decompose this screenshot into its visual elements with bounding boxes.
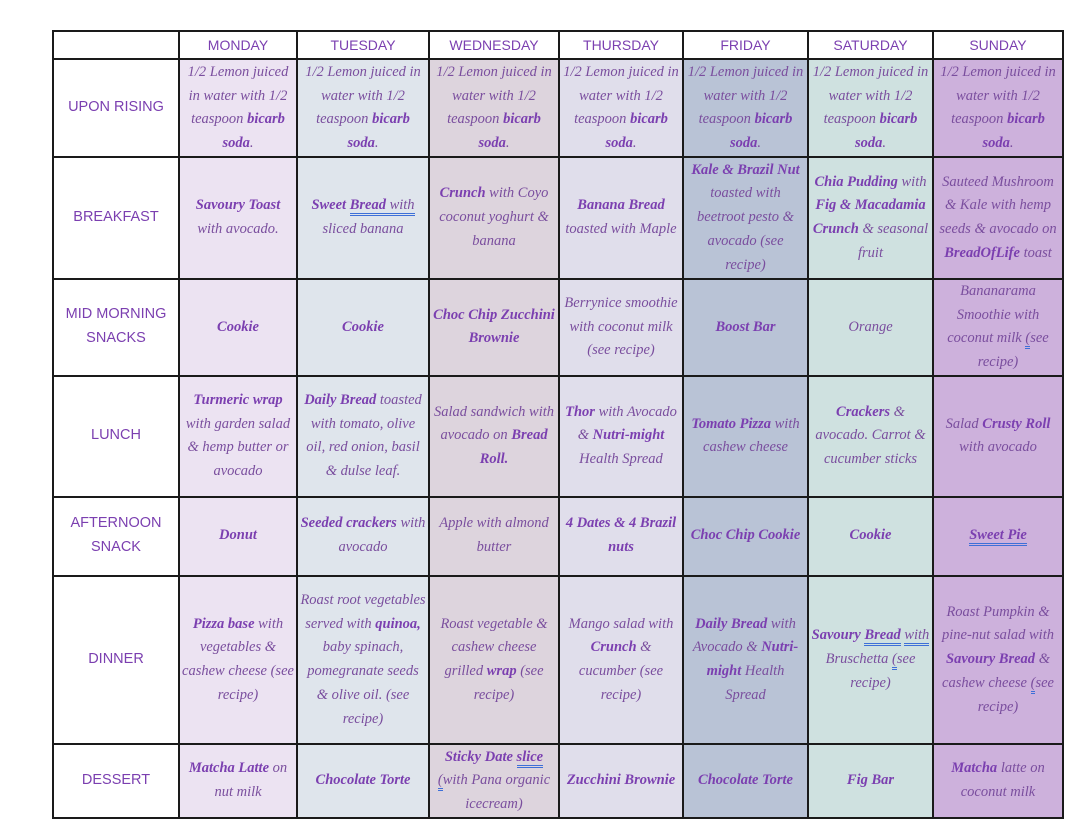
menu-cell — [179, 59, 297, 157]
menu-cell — [297, 279, 429, 376]
menu-text: Apple with almond butter — [439, 515, 549, 556]
day-header-friday: FRIDAY — [683, 31, 808, 59]
menu-cell — [683, 279, 808, 376]
meal-label-upon-rising: UPON RISING — [53, 59, 179, 157]
menu-text: 1/2 Lemon juiced in water with 1/2 teaspoon — [687, 63, 804, 128]
menu-text: Matcha Latte — [188, 760, 270, 777]
day-header-saturday: SATURDAY — [808, 31, 933, 59]
menu-text: Fig & Macadamia Crunch — [812, 197, 926, 238]
menu-text: Nutri-might — [592, 427, 665, 444]
menu-cell — [683, 497, 808, 576]
menu-text: toasted with tomato, olive oil, red onion, basil & dulse leaf. — [306, 391, 422, 480]
menu-cell — [297, 59, 429, 157]
menu-text: Tomato Pizza — [691, 415, 772, 432]
menu-text: with — [386, 197, 415, 216]
menu-text: Daily Bread — [304, 391, 377, 408]
menu-text: Bread Roll. — [479, 427, 548, 468]
menu-cell — [808, 157, 933, 278]
menu-cell — [179, 279, 297, 376]
meal-row — [53, 576, 1063, 745]
menu-text: bicarb soda — [729, 111, 793, 152]
meal-row — [53, 376, 1063, 496]
menu-text: with Pana organic icecream) — [442, 772, 551, 813]
menu-text: Roast root vegetables served with — [300, 591, 426, 632]
menu-text: with vegetables & cashew cheese (see recipe) — [182, 615, 294, 703]
meal-label-lunch: LUNCH — [53, 376, 179, 496]
menu-cell — [683, 576, 808, 745]
menu-text: bicarb soda — [982, 111, 1045, 152]
menu-text: Banana Bread — [577, 197, 665, 214]
menu-cell — [933, 576, 1063, 745]
menu-cell — [429, 744, 559, 818]
menu-cell — [559, 279, 683, 376]
menu-text: Choc Chip Cookie — [690, 527, 801, 544]
meal-label-mid-morning-snacks: MID MORNING SNACKS — [53, 279, 179, 376]
menu-text: Chia Pudding — [814, 173, 898, 190]
menu-text: Choc Chip Zucchini Brownie — [433, 306, 555, 347]
menu-text: Cookie — [342, 318, 384, 335]
menu-text: Chocolate Torte — [315, 772, 411, 789]
menu-text: Thor — [565, 403, 595, 420]
day-header-tuesday: TUESDAY — [297, 31, 429, 59]
menu-text: 1/2 Lemon juiced in water with 1/2 teaspoon — [187, 63, 289, 128]
menu-text: ( — [1031, 675, 1036, 694]
menu-text: Pizza base — [192, 615, 255, 632]
menu-text: Cookie — [849, 527, 892, 544]
meal-row — [53, 157, 1063, 278]
menu-text: Crackers — [836, 403, 891, 420]
menu-text: bicarb soda — [347, 111, 410, 152]
menu-text: Savoury — [811, 627, 865, 644]
menu-text: toasted with Maple — [565, 221, 677, 238]
menu-text: Fig Bar — [846, 772, 895, 789]
menu-text: wrap — [486, 663, 517, 680]
menu-cell — [683, 157, 808, 278]
menu-text: 1/2 Lemon juiced in water with 1/2 teaspoon — [812, 63, 929, 128]
menu-text: bicarb soda — [222, 111, 285, 152]
menu-text: with avocado. — [197, 221, 279, 238]
menu-text: Kale & Brazil Nut — [691, 161, 800, 178]
menu-text: Daily Bread — [695, 615, 768, 632]
menu-text: slice — [517, 749, 544, 768]
meal-label-afternoon-snack: AFTERNOON SNACK — [53, 497, 179, 576]
menu-text: Seeded crackers — [300, 515, 397, 532]
menu-text: Nutri-might — [706, 639, 799, 680]
menu-text: Donut — [219, 527, 257, 544]
menu-text: see recipe) — [850, 651, 916, 691]
menu-text: Salad sandwich with avocado on — [433, 403, 555, 444]
menu-cell — [933, 376, 1063, 496]
menu-text: 1/2 Lemon juiced in water with 1/2 teaspoon — [563, 63, 679, 128]
menu-cell — [559, 497, 683, 576]
menu-cell — [429, 576, 559, 745]
menu-cell — [933, 59, 1063, 157]
menu-cell — [429, 279, 559, 376]
menu-text: Roast vegetable & cashew cheese grilled — [440, 615, 548, 680]
day-header-wednesday: WEDNESDAY — [429, 31, 559, 59]
menu-text: Crunch — [590, 639, 637, 656]
menu-cell — [297, 376, 429, 496]
menu-text: with — [897, 173, 927, 190]
menu-cell — [808, 59, 933, 157]
menu-cell — [559, 576, 683, 745]
menu-cell — [179, 497, 297, 576]
menu-text: with cashew cheese — [703, 415, 800, 456]
menu-cell — [179, 744, 297, 818]
menu-text: Sticky Date — [444, 748, 517, 765]
menu-text: ( — [892, 651, 897, 670]
menu-text: Sweet — [311, 197, 350, 214]
menu-cell — [933, 279, 1063, 376]
menu-cell — [297, 497, 429, 576]
meal-label-dinner: DINNER — [53, 576, 179, 745]
menu-text: Sweet Pie — [969, 527, 1027, 546]
meal-label-breakfast: BREAKFAST — [53, 157, 179, 278]
menu-cell — [808, 497, 933, 576]
menu-text: . — [374, 135, 379, 152]
menu-cell — [429, 376, 559, 496]
menu-text: toast — [1019, 244, 1052, 261]
menu-cell — [297, 744, 429, 818]
menu-text: baby spinach, pomegranate seeds & olive oil. (see recipe) — [307, 639, 419, 727]
menu-text: with — [904, 627, 929, 646]
menu-text: with Avocado & — [692, 615, 796, 656]
menu-text: with Coyo coconut yoghurt & banana — [439, 185, 549, 249]
menu-text: bicarb soda — [605, 111, 668, 152]
day-header-thursday: THURSDAY — [559, 31, 683, 59]
menu-text: quinoa, — [375, 615, 421, 632]
menu-text: Bread — [350, 197, 386, 216]
menu-cell — [429, 497, 559, 576]
menu-text: Sauteed Mushroom & Kale with hemp seeds & avocado on — [939, 173, 1057, 238]
menu-text: on nut milk — [214, 760, 288, 801]
menu-text: Mango salad with — [568, 615, 674, 632]
menu-cell — [683, 744, 808, 818]
menu-cell — [297, 576, 429, 745]
menu-text: with avocado — [338, 515, 426, 556]
menu-text: Bread — [864, 627, 900, 646]
menu-text: Savoury Toast — [195, 197, 281, 214]
menu-text: & avocado. Carrot & cucumber sticks — [815, 403, 926, 468]
menu-text: 4 Dates & 4 Brazil nuts — [565, 515, 677, 556]
menu-cell — [808, 576, 933, 745]
menu-text: toasted with beetroot pesto & avocado — [697, 185, 794, 249]
corner-cell — [53, 31, 179, 59]
menu-cell — [933, 157, 1063, 278]
menu-text: Crunch — [439, 185, 486, 202]
menu-cell — [297, 157, 429, 278]
menu-text: Crusty Roll — [982, 415, 1051, 432]
menu-text: ( — [438, 772, 443, 791]
day-header-monday: MONDAY — [179, 31, 297, 59]
menu-text: & cucumber (see recipe) — [578, 639, 664, 703]
menu-text: & cashew cheese — [942, 651, 1050, 691]
menu-cell — [559, 744, 683, 818]
menu-cell — [429, 59, 559, 157]
menu-text: ( — [1025, 330, 1030, 349]
meal-row — [53, 279, 1063, 376]
menu-text: sliced banana — [322, 221, 404, 238]
menu-text: & seasonal fruit — [858, 221, 929, 261]
menu-text: (see recipe) — [725, 232, 784, 273]
menu-text: . — [1009, 135, 1014, 152]
menu-cell — [683, 59, 808, 157]
menu-text: with Avocado & — [577, 403, 677, 444]
menu-text: Bruschetta — [825, 651, 893, 668]
meal-plan-table — [52, 30, 1064, 819]
menu-text: Matcha — [951, 760, 998, 777]
menu-text: Cookie — [217, 318, 259, 335]
menu-text: Boost Bar — [715, 318, 776, 335]
menu-text: see recipe) — [977, 330, 1049, 371]
meal-label-dessert: DESSERT — [53, 744, 179, 818]
menu-text: Health Spread — [579, 451, 663, 468]
menu-text: . — [505, 135, 510, 152]
menu-text: latte on coconut milk — [960, 760, 1045, 801]
meal-row — [53, 497, 1063, 576]
menu-text: Savoury Bread — [946, 651, 1036, 668]
menu-text: see recipe) — [977, 674, 1054, 715]
menu-cell — [933, 744, 1063, 818]
header-row — [53, 31, 1063, 59]
menu-text: Salad — [945, 415, 983, 432]
menu-cell — [808, 376, 933, 496]
menu-text: . — [757, 135, 762, 152]
menu-text: Health Spread — [725, 663, 785, 703]
menu-cell — [808, 279, 933, 376]
menu-text: with garden salad & hemp butter or avocado — [185, 415, 291, 480]
menu-text: (see recipe) — [473, 663, 544, 703]
menu-text: 1/2 Lemon juiced in water with 1/2 teaspoon — [940, 63, 1056, 128]
meal-row — [53, 59, 1063, 157]
menu-cell — [808, 744, 933, 818]
menu-text: . — [632, 135, 637, 152]
menu-cell — [559, 376, 683, 496]
menu-text: Chocolate Torte — [698, 772, 793, 789]
day-header-sunday: SUNDAY — [933, 31, 1063, 59]
menu-cell — [559, 157, 683, 278]
menu-text: BreadOfLife — [944, 244, 1020, 261]
menu-text: bicarb soda — [478, 111, 541, 152]
menu-text: Orange — [848, 318, 893, 335]
menu-text: Turmeric wrap — [193, 391, 283, 408]
menu-cell — [559, 59, 683, 157]
menu-cell — [429, 157, 559, 278]
menu-text: . — [882, 135, 887, 152]
menu-cell — [683, 376, 808, 496]
menu-text: . — [249, 135, 254, 152]
meal-row — [53, 744, 1063, 818]
menu-text: bicarb soda — [854, 111, 918, 152]
menu-text: Bananarama Smoothie with coconut milk — [947, 282, 1040, 347]
menu-text: with avocado — [959, 439, 1037, 456]
menu-cell — [179, 376, 297, 496]
menu-text: Zucchini Brownie — [566, 772, 676, 789]
menu-cell — [179, 576, 297, 745]
menu-text: Berrynice smoothie with coconut milk (see recipe) — [564, 294, 678, 359]
menu-cell — [933, 497, 1063, 576]
menu-text: 1/2 Lemon juiced in water with 1/2 teaspoon — [305, 63, 421, 128]
menu-text: Roast Pumpkin & pine-nut salad with — [942, 603, 1054, 644]
menu-text: 1/2 Lemon juiced in water with 1/2 teaspoon — [436, 63, 552, 128]
menu-cell — [179, 157, 297, 278]
